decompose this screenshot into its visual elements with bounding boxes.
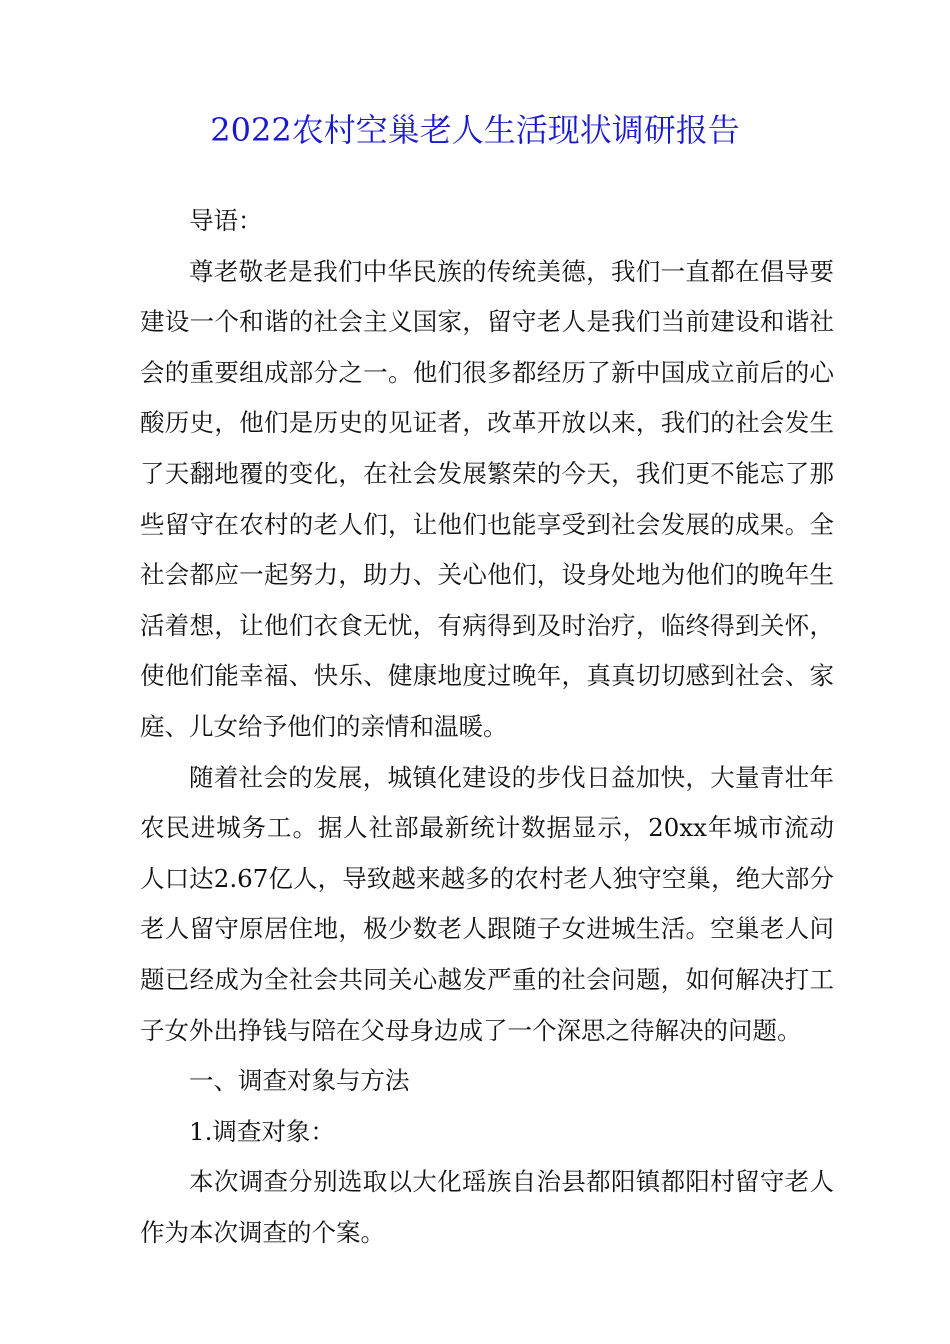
paragraph-respect-elders: 尊老敬老是我们中华民族的传统美德，我们一直都在倡导要建设一个和谐的社会主义国家，留守老人是我们当前建设和谐社会的重要组成部分之一。他们很多都经历了新中国成立前后的心酸历史，他们是历史的见证者，改革开放以来，我们的社会发生了天翻地覆的变化，在社会发展繁荣的今天，我们更不能忘了那些留守在农村的老人们，让他们也能享受到社会发展的成果。全社会都应一起努力，助力、关心他们，设身处地为他们的晚年生活着想，让他们衣食无忧，有病得到及时治疗，临终得到关怀，使他们能幸福、快乐、健康地度过晚年，真真切切感到社会、家庭、儿女给予他们的亲情和温暖。 [140, 256, 834, 741]
paragraph-urbanization: 随着社会的发展，城镇化建设的步伐日益加快，大量青壮年农民进城务工。据人社部最新统计数据显示，20xx年城市流动人口达2.67亿人，导致越来越多的农村老人独守空巢，绝大部分老人留守原居住地，极少数老人跟随子女进城生活。空巢老人问题已经成为全社会共同关心越发严重的社会问题，如何解决打工子女外出挣钱与陪在父母身边成了一个深思之待解决的问题。 [140, 762, 834, 1045]
subheading-survey-subject: 1.调查对象： [189, 1116, 335, 1146]
section-heading-survey: 一、调查对象与方法 [189, 1066, 410, 1096]
document-title: 2022农村空巢老人生活现状调研报告 [210, 111, 740, 149]
paragraph-intro-label: 导语： [189, 206, 263, 235]
paragraph-survey-subject: 本次调查分别选取以大化瑶族自治县都阳镇都阳村留守老人作为本次调查的个案。 [140, 1167, 834, 1247]
document-body [140, 196, 834, 1258]
